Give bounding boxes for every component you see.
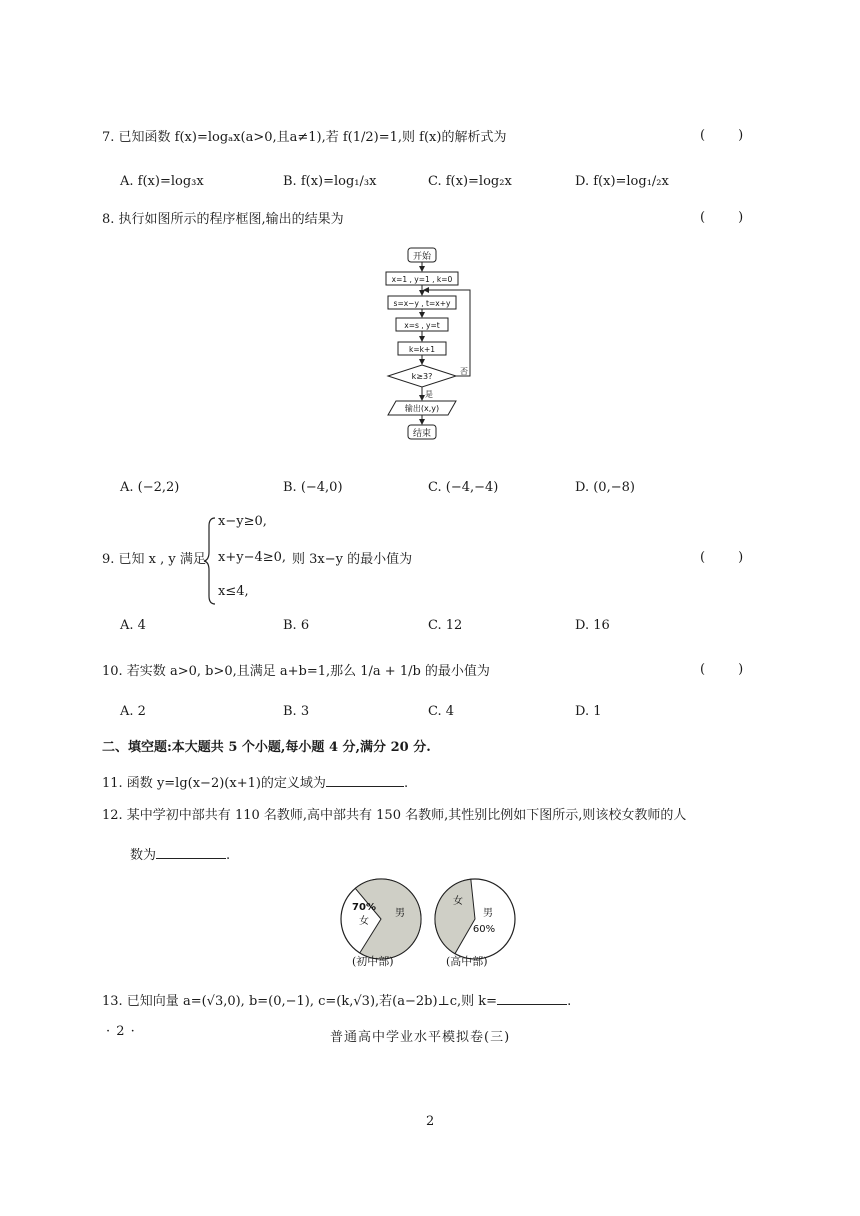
q8-stem: 8. 执行如图所示的程序框图,输出的结果为 [102, 212, 344, 227]
q12-stem: 12. 某中学初中部共有 110 名教师,高中部共有 150 名教师,其性别比例如下图所示,则该校女教师的人 [102, 808, 687, 823]
q13-line [102, 990, 571, 1012]
q9-option-c: C. 12 [428, 618, 463, 633]
q8-option-a: A. (−2,2) [120, 480, 180, 495]
q10-option-b: B. 3 [283, 704, 310, 719]
flow-start-text: 开始 [412, 252, 432, 262]
flow-no-label: 否 [460, 367, 468, 376]
page-number: 2 [426, 1114, 436, 1129]
q11-stem: 11. 函数 y=lg(x−2)(x+1)的定义域为 [102, 776, 326, 791]
q7-answer-paren: ( ) [700, 128, 744, 143]
pie-junior-caption: (初中部) [352, 955, 394, 968]
flowchart [370, 246, 500, 446]
q10-stem: 10. 若实数 a>0, b>0,且满足 a+b=1,那么 1/a + 1/b 的最小值为 [102, 664, 490, 679]
q13-blank [497, 990, 567, 1005]
footer-title: 普通高中学业水平模拟卷(三) [330, 1030, 511, 1045]
q13-stem: 13. 已知向量 a=(√3,0), b=(0,−1), c=(k,√3),若(a−2b)⊥c,则 k= [102, 994, 498, 1009]
pie-senior [430, 874, 520, 964]
q11-end: . [403, 776, 409, 791]
q7-option-a: A. f(x)=log₃x [120, 174, 204, 189]
pie-senior-caption: (高中部) [446, 955, 488, 968]
pie-junior-female-label: 70% [352, 902, 376, 913]
q12-line2 [130, 844, 230, 866]
q13-end: . [567, 994, 572, 1009]
q12-end: . [226, 848, 231, 863]
q9-answer-paren: ( ) [700, 550, 744, 565]
pie-junior [336, 874, 426, 964]
q8-option-c: C. (−4,−4) [428, 480, 499, 495]
pie-junior-male-text: 男 [395, 908, 405, 919]
q11-blank [326, 772, 404, 787]
flow-output-text: 输出(x,y) [404, 404, 440, 413]
q9-option-b: B. 6 [283, 618, 310, 633]
q10-answer-paren: ( ) [700, 662, 744, 677]
q9-condition-1: x−y≥0, [218, 514, 267, 529]
q9-prefix: 9. 已知 x , y 满足 [102, 552, 206, 567]
pie-junior-female-text: 女 [359, 916, 369, 927]
flow-init-text: x=1 , y=1 , k=0 [391, 275, 453, 284]
flow-step1-text: s=x−y , t=x+y [393, 299, 451, 308]
q8-answer-paren: ( ) [700, 210, 744, 225]
q10-option-d: D. 1 [575, 704, 602, 719]
q7-option-b: B. f(x)=log₁/₃x [283, 174, 377, 189]
q8-option-d: D. (0,−8) [575, 480, 635, 495]
q7-option-d: D. f(x)=log₁/₂x [575, 174, 669, 189]
q10-option-c: C. 4 [428, 704, 455, 719]
footer-page-mark: · 2 · [106, 1024, 136, 1039]
q7-option-c: C. f(x)=log₂x [428, 174, 512, 189]
q11-line [102, 772, 408, 794]
pie-senior-male-percent: 60% [472, 924, 496, 935]
section2-title: 二、填空题:本大题共 5 个小题,每小题 4 分,满分 20 分. [102, 740, 431, 755]
flow-yes-label: 是 [425, 390, 433, 399]
q9-condition-3: x≤4, [218, 584, 249, 599]
flow-step3-text: k=k+1 [408, 345, 436, 354]
q9-suffix: 则 3x−y 的最小值为 [292, 552, 413, 567]
pie-senior-male-text: 男 [483, 908, 493, 919]
q12-blank [156, 844, 226, 859]
flow-step2-text: x=s , y=t [404, 321, 440, 330]
q9-option-d: D. 16 [575, 618, 610, 633]
q12-line2-text: 数为 [130, 848, 157, 863]
flow-cond-text: k≥3? [411, 372, 433, 381]
q10-option-a: A. 2 [120, 704, 146, 719]
q7-stem: 7. 已知函数 f(x)=logₐx(a>0,且a≠1),若 f(1/2)=1,则 f(x)的解析式为 [102, 130, 507, 145]
q9-condition-2: x+y−4≥0, [218, 550, 287, 565]
flow-end-text: 结束 [412, 429, 432, 439]
q8-option-b: B. (−4,0) [283, 480, 343, 495]
q9-option-a: A. 4 [120, 618, 146, 633]
q9-brace [203, 516, 217, 606]
pie-senior-female-text: 女 [453, 896, 463, 907]
